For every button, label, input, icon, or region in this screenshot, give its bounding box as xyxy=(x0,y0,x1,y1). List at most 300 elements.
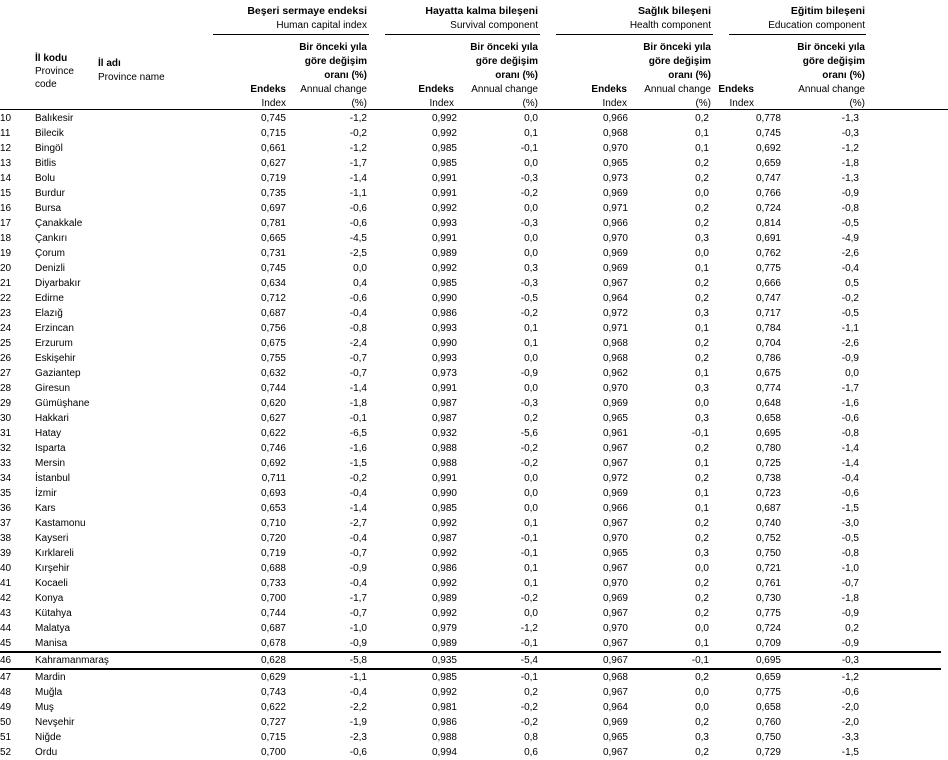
cell-health-index: 0,969 xyxy=(602,188,628,199)
cell-health-change: 0,2 xyxy=(695,473,709,484)
row-padding xyxy=(859,621,941,636)
table-row xyxy=(0,546,941,561)
cell-surv-index: 0,991 xyxy=(431,173,457,184)
row-padding xyxy=(859,186,941,201)
cell-surv-index: 0,987 xyxy=(431,413,457,424)
cell-province-name: Denizli xyxy=(35,263,66,274)
cell-province-code: 21 xyxy=(0,278,12,289)
cell-province-name: Çankırı xyxy=(35,233,68,244)
cell-surv-index: 0,993 xyxy=(431,218,457,229)
cell-province-code: 45 xyxy=(0,638,12,649)
cell-edu-index: 0,695 xyxy=(755,428,781,439)
cell-health-change: 0,2 xyxy=(695,113,709,124)
cell-edu-change: -0,5 xyxy=(841,218,859,229)
cell-hci-index: 0,688 xyxy=(260,563,286,574)
cell-health-index: 0,973 xyxy=(602,173,628,184)
cell-surv-index: 0,932 xyxy=(431,428,457,439)
row-padding xyxy=(859,201,941,216)
cell-edu-index: 0,658 xyxy=(755,413,781,424)
cell-hci-change: -1,2 xyxy=(349,143,367,154)
province-code-header-en-1: Province xyxy=(35,66,74,77)
group-underline-hci xyxy=(213,34,369,35)
cell-hci-change: -0,7 xyxy=(349,608,367,619)
cell-province-name: Hatay xyxy=(35,428,62,439)
cell-surv-change: -0,2 xyxy=(520,717,538,728)
cell-surv-change: -0,3 xyxy=(520,218,538,229)
index-header-tr-health: Endeks xyxy=(591,84,627,95)
cell-surv-index: 0,981 xyxy=(431,702,457,713)
cell-edu-change: -1,8 xyxy=(841,593,859,604)
cell-edu-index: 0,659 xyxy=(755,672,781,683)
table-row xyxy=(0,366,941,381)
cell-health-index: 0,967 xyxy=(602,638,628,649)
cell-surv-index: 0,986 xyxy=(431,308,457,319)
table-row xyxy=(0,276,941,291)
row-padding xyxy=(859,111,941,126)
cell-health-index: 0,970 xyxy=(602,623,628,634)
row-padding xyxy=(859,576,941,591)
cell-province-code: 38 xyxy=(0,533,12,544)
cell-surv-change: 0,2 xyxy=(524,687,538,698)
cell-edu-change: -0,8 xyxy=(841,548,859,559)
cell-province-name: Mardin xyxy=(35,672,66,683)
cell-health-change: 0,2 xyxy=(695,293,709,304)
cell-edu-index: 0,723 xyxy=(755,488,781,499)
cell-health-change: 0,2 xyxy=(695,672,709,683)
cell-province-name: Malatya xyxy=(35,623,71,634)
cell-health-change: 0,2 xyxy=(695,443,709,454)
cell-health-index: 0,967 xyxy=(602,563,628,574)
cell-surv-index: 0,990 xyxy=(431,488,457,499)
cell-health-change: 0,1 xyxy=(695,368,709,379)
cell-hci-index: 0,731 xyxy=(260,248,286,259)
cell-province-name: Isparta xyxy=(35,443,66,454)
cell-health-change: 0,0 xyxy=(695,702,709,713)
cell-surv-change: 0,8 xyxy=(524,732,538,743)
row-padding xyxy=(859,156,941,171)
cell-hci-change: -0,2 xyxy=(349,473,367,484)
cell-surv-index: 0,985 xyxy=(431,503,457,514)
cell-health-index: 0,967 xyxy=(602,518,628,529)
cell-province-code: 19 xyxy=(0,248,12,259)
table-row xyxy=(0,411,941,426)
cell-hci-index: 0,628 xyxy=(185,652,286,669)
cell-surv-change: 0,0 xyxy=(524,158,538,169)
cell-province-code: 10 xyxy=(0,113,12,124)
cell-health-index: 0,962 xyxy=(602,368,628,379)
cell-surv-change: -0,2 xyxy=(520,308,538,319)
cell-edu-index: 0,687 xyxy=(755,503,781,514)
cell-edu-change: -1,3 xyxy=(841,113,859,124)
cell-hci-change: -1,7 xyxy=(349,158,367,169)
change-header-tr-3-hci: oranı (%) xyxy=(324,70,367,81)
row-padding xyxy=(859,246,941,261)
cell-province-name: Bilecik xyxy=(35,128,64,139)
cell-health-change: 0,2 xyxy=(695,353,709,364)
table-row xyxy=(0,306,941,321)
cell-health-index: 0,968 xyxy=(602,338,628,349)
cell-province-name: Çanakkale xyxy=(35,218,83,229)
cell-province-name: Elazığ xyxy=(35,308,63,319)
cell-health-index: 0,966 xyxy=(602,113,628,124)
row-padding xyxy=(859,486,941,501)
cell-edu-index: 0,724 xyxy=(755,203,781,214)
cell-surv-change: -0,2 xyxy=(520,702,538,713)
cell-surv-index: 0,990 xyxy=(431,293,457,304)
cell-edu-change: -0,2 xyxy=(841,293,859,304)
change-header-en-1-surv: Annual change xyxy=(471,84,538,95)
cell-surv-index: 0,989 xyxy=(431,593,457,604)
cell-edu-change: 0,5 xyxy=(845,278,859,289)
cell-province-name: Gümüşhane xyxy=(35,398,90,409)
cell-surv-index: 0,985 xyxy=(431,278,457,289)
cell-edu-change: -1,5 xyxy=(841,747,859,758)
table-row xyxy=(0,561,941,576)
row-padding xyxy=(859,336,941,351)
cell-surv-change: -0,2 xyxy=(520,188,538,199)
cell-edu-index: 0,761 xyxy=(755,578,781,589)
cell-surv-index: 0,992 xyxy=(431,263,457,274)
cell-hci-index: 0,661 xyxy=(260,143,286,154)
cell-health-change: -0,1 xyxy=(691,428,709,439)
cell-hci-index: 0,632 xyxy=(260,368,286,379)
cell-surv-change: -0,2 xyxy=(520,443,538,454)
row-padding xyxy=(859,261,941,276)
cell-edu-index: 0,721 xyxy=(755,563,781,574)
row-padding xyxy=(859,126,941,141)
cell-edu-index: 0,774 xyxy=(755,383,781,394)
cell-province-name: Kırklareli xyxy=(35,548,74,559)
cell-hci-change: -2,4 xyxy=(349,338,367,349)
cell-surv-index: 0,991 xyxy=(431,188,457,199)
cell-edu-index: 0,666 xyxy=(755,278,781,289)
cell-health-change: 0,1 xyxy=(695,458,709,469)
cell-surv-index: 0,993 xyxy=(431,323,457,334)
cell-hci-change: -0,9 xyxy=(349,638,367,649)
cell-hci-change: -0,2 xyxy=(349,128,367,139)
cell-province-code: 20 xyxy=(0,263,12,274)
cell-surv-change: 0,1 xyxy=(524,563,538,574)
cell-hci-index: 0,693 xyxy=(260,488,286,499)
cell-edu-change: -4,9 xyxy=(841,233,859,244)
cell-edu-change: -0,9 xyxy=(841,353,859,364)
cell-health-index: 0,969 xyxy=(602,488,628,499)
table-row xyxy=(0,231,941,246)
cell-hci-index: 0,727 xyxy=(260,717,286,728)
cell-hci-change: -0,4 xyxy=(349,533,367,544)
cell-hci-change: -0,8 xyxy=(349,323,367,334)
cell-surv-index: 0,988 xyxy=(431,458,457,469)
table-row xyxy=(0,396,941,411)
cell-province-name: Balıkesir xyxy=(35,113,74,124)
cell-surv-index: 0,992 xyxy=(431,113,457,124)
cell-surv-index: 0,992 xyxy=(431,518,457,529)
table-row xyxy=(0,441,941,456)
cell-hci-change: -1,4 xyxy=(349,503,367,514)
cell-edu-index: 0,784 xyxy=(755,323,781,334)
cell-province-code: 13 xyxy=(0,158,12,169)
row-padding xyxy=(859,700,941,715)
change-header-en-1-edu: Annual change xyxy=(798,84,865,95)
cell-health-index: 0,965 xyxy=(602,158,628,169)
row-padding xyxy=(859,652,941,669)
group-title-hci: Beşeri sermaye endeksi xyxy=(247,5,367,17)
cell-surv-change: 0,0 xyxy=(524,473,538,484)
cell-health-change: 0,2 xyxy=(695,578,709,589)
cell-hci-change: -1,4 xyxy=(349,383,367,394)
cell-province-code: 40 xyxy=(0,563,12,574)
cell-edu-change: -2,6 xyxy=(841,248,859,259)
cell-edu-change: -1,1 xyxy=(841,323,859,334)
cell-health-change: 0,2 xyxy=(695,173,709,184)
group-subtitle-hci: Human capital index xyxy=(276,20,367,31)
row-padding xyxy=(859,745,941,760)
cell-surv-change: 0,1 xyxy=(524,518,538,529)
change-header-tr-2-surv: göre değişim xyxy=(475,56,538,67)
cell-health-change: 0,3 xyxy=(695,548,709,559)
cell-province-name: Diyarbakır xyxy=(35,278,81,289)
cell-edu-index: 0,750 xyxy=(755,548,781,559)
cell-province-code: 51 xyxy=(0,732,12,743)
group-subtitle-health: Health component xyxy=(629,20,711,31)
table-row xyxy=(0,669,941,685)
cell-health-index: 0,971 xyxy=(602,323,628,334)
cell-province-code: 44 xyxy=(0,623,12,634)
group-underline-surv xyxy=(385,34,540,35)
cell-surv-index: 0,987 xyxy=(431,398,457,409)
cell-hci-change: -1,0 xyxy=(349,623,367,634)
cell-surv-change: -0,1 xyxy=(520,672,538,683)
row-padding xyxy=(859,546,941,561)
cell-province-name: Çorum xyxy=(35,248,66,259)
cell-surv-index: 0,987 xyxy=(431,533,457,544)
cell-province-code: 47 xyxy=(0,672,12,683)
cell-health-index: 0,967 xyxy=(602,443,628,454)
cell-province-name: Erzurum xyxy=(35,338,73,349)
cell-surv-index: 0,991 xyxy=(431,233,457,244)
row-padding xyxy=(859,636,941,652)
cell-edu-change: -1,0 xyxy=(841,563,859,574)
cell-province-name: Muş xyxy=(35,702,54,713)
cell-surv-change: 0,0 xyxy=(524,203,538,214)
cell-edu-index: 0,775 xyxy=(755,687,781,698)
table-row xyxy=(0,531,941,546)
cell-edu-index: 0,730 xyxy=(755,593,781,604)
cell-hci-change: 0,0 xyxy=(353,263,367,274)
cell-hci-index: 0,743 xyxy=(260,687,286,698)
cell-surv-index: 0,992 xyxy=(431,128,457,139)
change-header-en-1-health: Annual change xyxy=(644,84,711,95)
change-header-en-1-hci: Annual change xyxy=(300,84,367,95)
cell-surv-change: -0,2 xyxy=(520,593,538,604)
cell-hci-index: 0,744 xyxy=(260,383,286,394)
table-row xyxy=(0,186,941,201)
cell-health-change: 0,1 xyxy=(695,323,709,334)
cell-hci-change: -0,4 xyxy=(349,308,367,319)
cell-province-code: 30 xyxy=(0,413,12,424)
cell-province-name: Kastamonu xyxy=(35,518,86,529)
cell-health-change: 0,1 xyxy=(695,128,709,139)
table-row xyxy=(0,456,941,471)
cell-edu-index: 0,648 xyxy=(755,398,781,409)
cell-surv-change: -0,2 xyxy=(520,458,538,469)
cell-hci-index: 0,620 xyxy=(260,398,286,409)
cell-surv-index: 0,992 xyxy=(431,578,457,589)
cell-hci-index: 0,622 xyxy=(260,702,286,713)
cell-hci-index: 0,715 xyxy=(260,732,286,743)
cell-hci-change: -0,4 xyxy=(349,687,367,698)
cell-health-index: 0,969 xyxy=(602,593,628,604)
cell-province-name: Mersin xyxy=(35,458,66,469)
cell-province-name: Eskişehir xyxy=(35,353,76,364)
table-row xyxy=(0,715,941,730)
cell-hci-index: 0,629 xyxy=(260,672,286,683)
cell-hci-change: -0,4 xyxy=(349,488,367,499)
cell-health-index: 0,967 xyxy=(602,747,628,758)
cell-province-code: 36 xyxy=(0,503,12,514)
cell-edu-change: -0,4 xyxy=(841,263,859,274)
cell-health-index: 0,971 xyxy=(602,203,628,214)
cell-province-name: Giresun xyxy=(35,383,71,394)
cell-edu-index: 0,709 xyxy=(755,638,781,649)
cell-health-index: 0,968 xyxy=(602,672,628,683)
table-row xyxy=(0,516,941,531)
index-header-en-surv: Index xyxy=(429,98,454,109)
cell-edu-index: 0,695 xyxy=(709,652,781,669)
cell-hci-index: 0,665 xyxy=(260,233,286,244)
cell-health-change: 0,0 xyxy=(695,623,709,634)
cell-hci-change: -0,6 xyxy=(349,747,367,758)
cell-health-change: 0,3 xyxy=(695,413,709,424)
cell-hci-index: 0,697 xyxy=(260,203,286,214)
cell-edu-change: -1,8 xyxy=(841,158,859,169)
cell-province-name: Bursa xyxy=(35,203,62,214)
cell-edu-index: 0,745 xyxy=(755,128,781,139)
cell-hci-index: 0,720 xyxy=(260,533,286,544)
province-name-header-tr: İl adı xyxy=(98,58,121,69)
cell-edu-change: 0,0 xyxy=(845,368,859,379)
cell-surv-change: 0,1 xyxy=(524,578,538,589)
cell-province-code: 29 xyxy=(0,398,12,409)
cell-province-name: Kırşehir xyxy=(35,563,70,574)
cell-hci-change: -2,5 xyxy=(349,248,367,259)
cell-health-index: 0,967 xyxy=(602,278,628,289)
cell-edu-index: 0,740 xyxy=(755,518,781,529)
row-padding xyxy=(859,561,941,576)
table-row xyxy=(0,700,941,715)
cell-surv-index: 0,992 xyxy=(431,548,457,559)
table-row xyxy=(0,606,941,621)
cell-province-name: Kocaeli xyxy=(35,578,68,589)
cell-province-code: 31 xyxy=(0,428,12,439)
header-rule xyxy=(0,109,948,110)
cell-health-change: 0,1 xyxy=(695,488,709,499)
cell-edu-index: 0,752 xyxy=(755,533,781,544)
cell-health-index: 0,968 xyxy=(602,353,628,364)
table-row xyxy=(0,486,941,501)
cell-hci-index: 0,781 xyxy=(260,218,286,229)
cell-surv-change: -0,3 xyxy=(520,398,538,409)
row-padding xyxy=(859,321,941,336)
cell-surv-change: 0,0 xyxy=(524,233,538,244)
cell-surv-index: 0,985 xyxy=(431,143,457,154)
row-padding xyxy=(859,606,941,621)
cell-surv-change: 0,1 xyxy=(524,338,538,349)
cell-surv-index: 0,985 xyxy=(431,672,457,683)
cell-edu-change: -0,9 xyxy=(841,638,859,649)
cell-health-index: 0,967 xyxy=(602,687,628,698)
cell-hci-change: -2,3 xyxy=(349,732,367,743)
group-subtitle-surv: Survival component xyxy=(450,20,538,31)
cell-surv-index: 0,994 xyxy=(431,747,457,758)
cell-edu-index: 0,786 xyxy=(755,353,781,364)
province-table xyxy=(0,111,941,760)
cell-hci-index: 0,692 xyxy=(260,458,286,469)
cell-hci-change: -1,4 xyxy=(349,173,367,184)
change-header-tr-3-surv: oranı (%) xyxy=(495,70,538,81)
cell-edu-index: 0,738 xyxy=(755,473,781,484)
cell-edu-index: 0,747 xyxy=(755,293,781,304)
cell-surv-change: 0,6 xyxy=(524,747,538,758)
cell-surv-change: -0,1 xyxy=(520,638,538,649)
cell-health-change: 0,1 xyxy=(695,143,709,154)
cell-province-name: Burdur xyxy=(35,188,66,199)
cell-surv-change: 0,1 xyxy=(524,323,538,334)
change-header-tr-2-edu: göre değişim xyxy=(802,56,865,67)
cell-hci-index: 0,687 xyxy=(260,308,286,319)
cell-province-code: 25 xyxy=(0,338,12,349)
cell-hci-index: 0,755 xyxy=(260,353,286,364)
cell-edu-change: -1,4 xyxy=(841,458,859,469)
cell-surv-change: 0,0 xyxy=(524,608,538,619)
cell-province-code: 49 xyxy=(0,702,12,713)
cell-hci-change: -1,6 xyxy=(349,443,367,454)
cell-edu-index: 0,766 xyxy=(755,188,781,199)
cell-edu-change: -2,0 xyxy=(841,702,859,713)
row-padding xyxy=(859,351,941,366)
cell-health-change: 0,3 xyxy=(695,308,709,319)
table-row xyxy=(0,321,941,336)
cell-health-index: 0,970 xyxy=(602,383,628,394)
cell-health-change: 0,1 xyxy=(695,503,709,514)
cell-hci-index: 0,700 xyxy=(260,593,286,604)
cell-hci-index: 0,733 xyxy=(260,578,286,589)
cell-health-index: 0,969 xyxy=(602,248,628,259)
cell-edu-change: -3,0 xyxy=(841,518,859,529)
cell-edu-index: 0,725 xyxy=(755,458,781,469)
change-header-tr-2-hci: göre değişim xyxy=(304,56,367,67)
table-row xyxy=(0,201,941,216)
cell-surv-change: 0,1 xyxy=(524,128,538,139)
cell-surv-index: 0,991 xyxy=(431,473,457,484)
cell-health-index: 0,965 xyxy=(602,413,628,424)
cell-edu-change: -1,2 xyxy=(841,672,859,683)
cell-edu-change: -0,6 xyxy=(841,413,859,424)
cell-surv-change: -0,1 xyxy=(520,143,538,154)
cell-edu-index: 0,658 xyxy=(755,702,781,713)
cell-province-code: 22 xyxy=(0,293,12,304)
cell-health-change: 0,3 xyxy=(695,233,709,244)
province-code-header-en-2: code xyxy=(35,79,57,90)
cell-health-index: 0,965 xyxy=(602,732,628,743)
cell-health-change: 0,1 xyxy=(695,263,709,274)
cell-surv-index: 0,988 xyxy=(431,443,457,454)
cell-province-name: Edirne xyxy=(35,293,64,304)
cell-surv-change: -0,3 xyxy=(520,173,538,184)
group-subtitle-edu: Education component xyxy=(768,20,865,31)
table-row xyxy=(0,426,941,441)
table-row xyxy=(0,171,941,186)
